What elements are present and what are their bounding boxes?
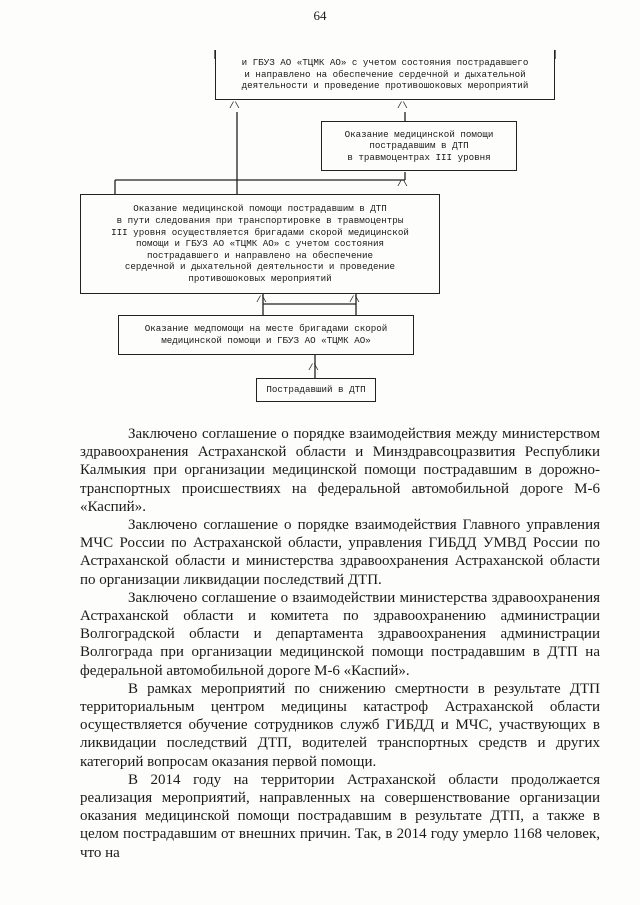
flowchart-box-top [215,50,555,100]
box-line: противошоковых мероприятий [188,272,332,284]
box-line: III уровня осуществляется бригадами скорой медицинской [111,226,409,238]
paragraph: Заключено соглашение о порядке взаимодействия Главного управления МЧС России по Астраханской области, управления ГИБДД УМВД России по Астраханской области и министерства здравоохранения Астраханской области по организации ликвидации последствий ДТП. [80,517,600,588]
flowchart-box-scene [118,315,414,355]
box-line: деятельности и проведение противошоковых мероприятий [241,80,529,92]
paragraph: В 2014 году на территории Астраханской области продолжается реализация мероприятий, направленных на совершенствование организации оказания медицинской помощи пострадавшим в результате ДТП, а также в целом пострадавшим от внешних причин. Так, в 2014 году умерло 1168 человек, что на [80,771,600,861]
flowchart-box-transport [80,194,440,294]
box-line: помощи и ГБУЗ АО «ТЦМК АО» с учетом состояния [135,238,385,250]
paragraph: Заключено соглашение о взаимодействии министерства здравоохранения Астраханской области и комитета по здравоохранению администрации Волгоградской области и департамента здравоохранения администрации Волгограда при организации медицинской помощи пострадавшим в ДТП на федеральной автомобильной дороге М-6 «Каспий». [80,589,600,679]
box-line: Пострадавший в ДТП [266,384,366,396]
box-line: и ГБУЗ АО «ТЦМК АО» с учетом состояния пострадавшего [241,57,529,69]
box-line: медицинской помощи и ГБУЗ АО «ТЦМК АО» [161,335,371,346]
box-line: в пути следования при транспортировке в травмоцентры [116,215,404,227]
flowchart-box-victim [256,378,376,402]
arrow-up-icon: /\ [349,295,360,305]
box-line: и направлено на обеспечение сердечной и дыхательной [244,68,526,80]
flowchart-box-trauma-centers [321,121,517,171]
box-line: Оказание медпомощи на месте бригадами скорой [144,323,388,335]
paragraph: Заключено соглашение о порядке взаимодействия между министерством здравоохранения Астраханской области и Минздравсоцразвития Республики Калмыкия при организации медицинской помощи пострадавшим в дорожно-транспортных происшествиях на федеральной автомобильной дороге М-6 «Каспий». [80,426,600,515]
arrow-up-icon: /\ [397,101,408,111]
arrow-up-icon: /\ [229,101,240,111]
arrow-up-icon: /\ [256,295,267,305]
box-line: пострадавшим в ДТП [369,140,469,152]
page-number: 64 [313,8,327,23]
arrow-up-icon: /\ [308,363,319,373]
box-line: пострадавшего и направлено на обеспечение [146,249,374,261]
box-line: сердечной и дыхательной деятельности и проведение [124,261,396,273]
body-text [80,425,600,862]
box-line: Оказание медицинской помощи [344,128,494,140]
box-line: Оказание медицинской помощи пострадавшим в ДТП [133,203,387,215]
box-line: в травмоцентрах III уровня [347,151,491,163]
arrow-up-icon: /\ [397,179,408,189]
paragraph: В рамках мероприятий по снижению смертности в результате ДТП территориальным центром медицины катастроф Астраханской области осуществляется обучение сотрудников служб ГИБДД и МЧС, участвующих в ликвидации последствий ДТП, водителей транспортных средств и других категорий вопросам оказания первой помощи. [80,680,600,770]
